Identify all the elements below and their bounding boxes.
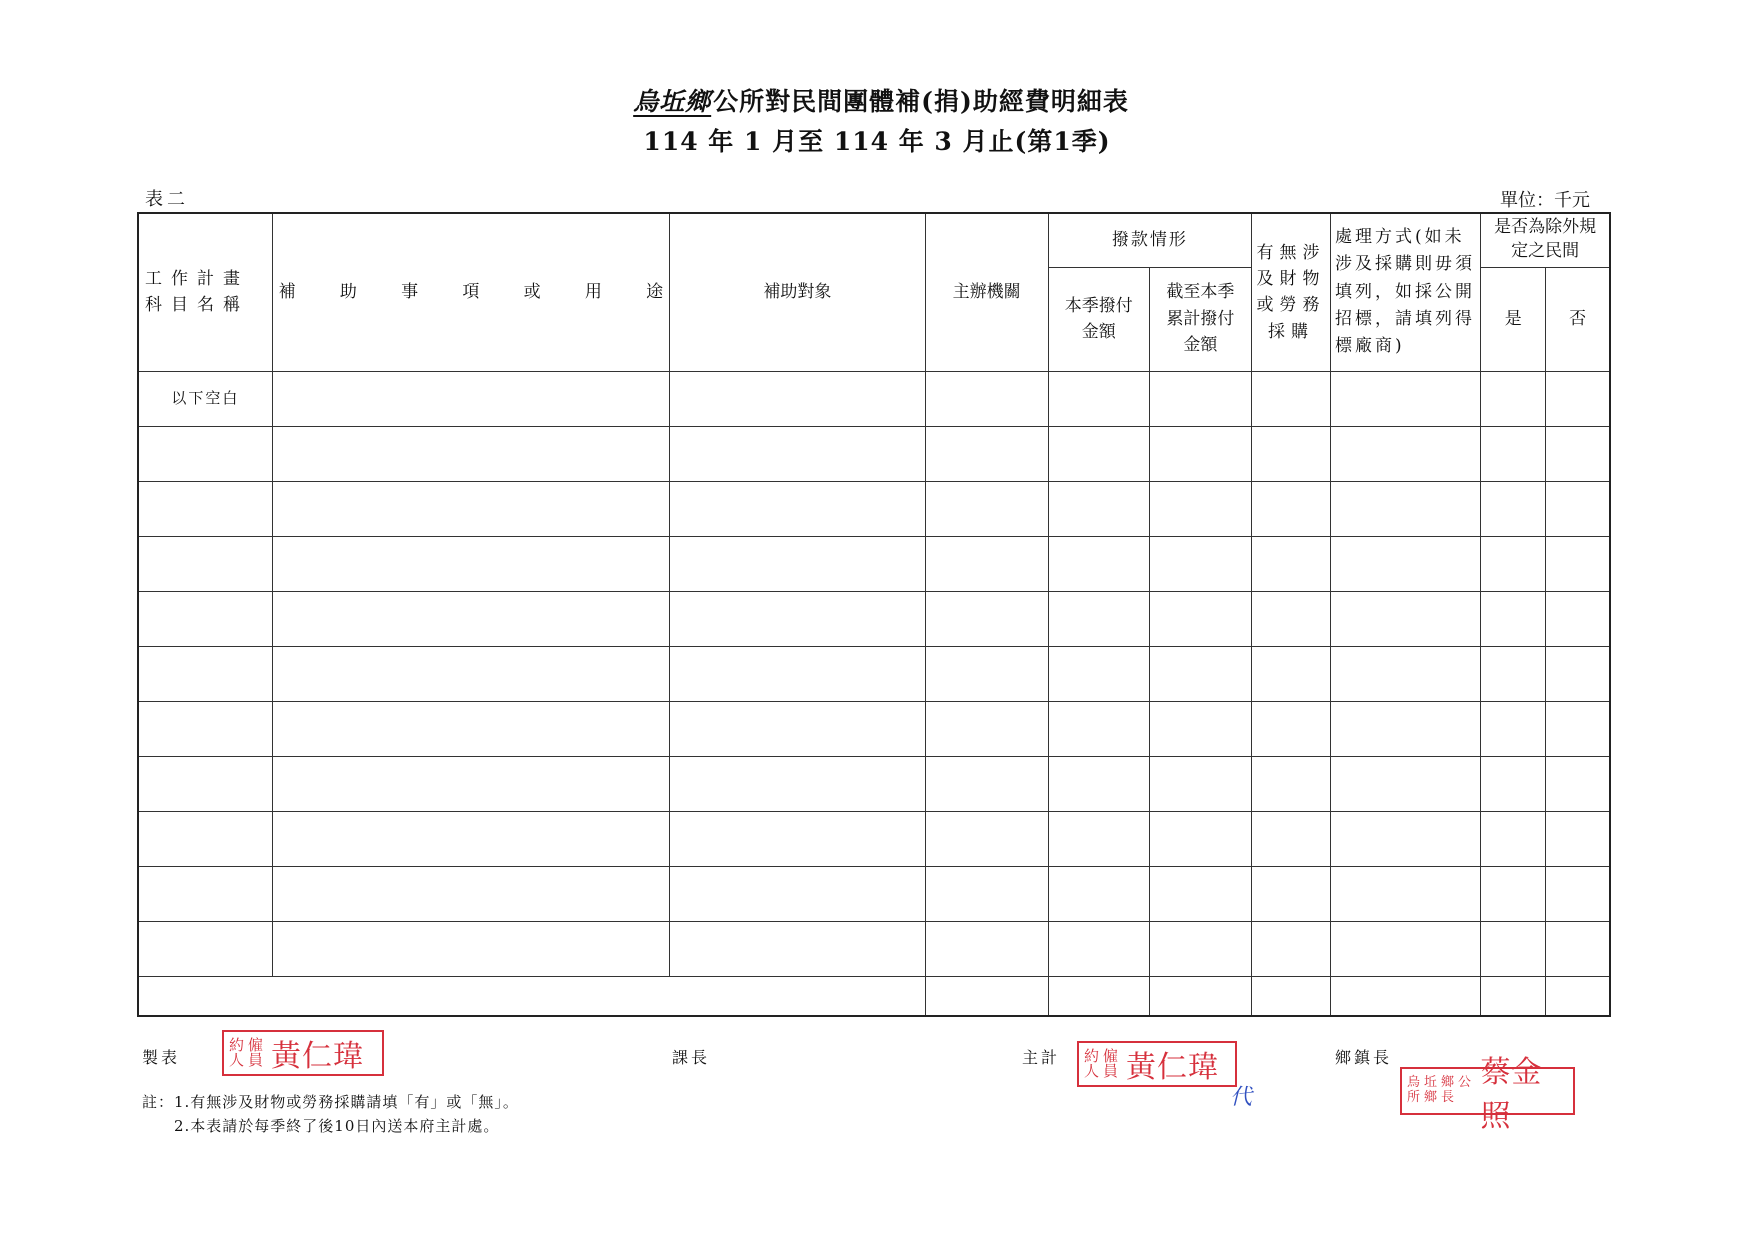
cell: [925, 921, 1048, 976]
cell-work-plan: 以下空白: [138, 371, 272, 426]
cell: [1546, 371, 1610, 426]
sign-section-chief-label: 課長: [672, 1048, 711, 1067]
header-yes: 是: [1481, 267, 1546, 371]
header-procurement: 有無涉及財物或勞務採購: [1251, 213, 1330, 371]
accountant-stamp-title: 約僱人員: [1084, 1047, 1123, 1080]
cell: [925, 701, 1048, 756]
cell: [1481, 591, 1546, 646]
cell: [1048, 591, 1149, 646]
mayor-stamp-title: 烏坵鄉公所鄉長: [1407, 1075, 1476, 1105]
detail-table: [137, 212, 1611, 1017]
table-row: [138, 481, 1610, 536]
cell: [1546, 591, 1610, 646]
cell: [1149, 646, 1251, 701]
cell: [925, 536, 1048, 591]
cell: [1048, 371, 1149, 426]
header-this-quarter: 本季撥付金額: [1048, 267, 1149, 371]
cell: [1048, 976, 1149, 1016]
cell: [1149, 426, 1251, 481]
cell: [1546, 701, 1610, 756]
report-title-text: 公所對民間團體補(捐)助經費明細表: [713, 87, 1129, 116]
header-recipient: 補助對象: [670, 213, 925, 371]
footnote: 註：1.有無涉及財物或勞務採購請填「有」或「無」。: [142, 1093, 519, 1111]
sign-accountant-label: 主計: [1022, 1048, 1061, 1067]
cell: [925, 811, 1048, 866]
cell: [1149, 866, 1251, 921]
cell: [670, 756, 925, 811]
header-purpose: [272, 213, 670, 371]
cell: [925, 976, 1048, 1016]
cell: [670, 811, 925, 866]
cell: [1546, 921, 1610, 976]
cell: [1048, 536, 1149, 591]
cell: [1331, 591, 1481, 646]
cell: [1331, 756, 1481, 811]
cell: [138, 756, 272, 811]
cell: [1048, 701, 1149, 756]
cell: [1048, 921, 1149, 976]
cell: [1251, 811, 1330, 866]
cell: [1331, 481, 1481, 536]
table-row: [138, 756, 1610, 811]
cell: [1149, 701, 1251, 756]
table-row: [138, 371, 1610, 426]
table-row: [138, 646, 1610, 701]
cell: [670, 371, 925, 426]
header-method: 處理方式(如未涉及採購則毋須填列，如採公開招標，請填列得標廠商): [1331, 213, 1481, 371]
cell: [138, 921, 272, 976]
cell: [1331, 701, 1481, 756]
table-row: [138, 536, 1610, 591]
cell: [1149, 976, 1251, 1016]
cell: [670, 591, 925, 646]
footnotes: [142, 1090, 519, 1138]
cell: [272, 371, 670, 426]
header-purpose-char: 或: [523, 282, 541, 303]
preparer-stamp-title: 約僱人員: [229, 1036, 268, 1069]
table-row: [138, 701, 1610, 756]
report-title: [0, 82, 1754, 118]
unit-label: 單位：千元: [1500, 190, 1590, 211]
cell: [1546, 426, 1610, 481]
accountant-stamp: [1077, 1041, 1237, 1087]
cell: [1546, 811, 1610, 866]
cell: [1546, 536, 1610, 591]
cell: [670, 866, 925, 921]
cell: [1331, 426, 1481, 481]
cell: [272, 646, 670, 701]
cell: [138, 701, 272, 756]
cell: [925, 591, 1048, 646]
header-work-plan: 工作計畫科目名稱: [138, 213, 272, 371]
cell: [1331, 921, 1481, 976]
cell: [138, 866, 272, 921]
cell: [1048, 481, 1149, 536]
cell: [1481, 811, 1546, 866]
cell: [1048, 756, 1149, 811]
cell: [1251, 976, 1330, 1016]
cell: [1331, 646, 1481, 701]
sign-mayor-label: 鄉鎮長: [1335, 1048, 1393, 1067]
cell: [272, 701, 670, 756]
header-exempt: 是否為除外規定之民間: [1481, 213, 1610, 267]
cell: [1251, 426, 1330, 481]
cell: [1149, 756, 1251, 811]
header-purpose-char: 用: [584, 282, 602, 303]
cell: [272, 536, 670, 591]
preparer-stamp-name: 黃仁瑋: [271, 1039, 364, 1074]
cell: [1251, 866, 1330, 921]
table-row: [138, 591, 1610, 646]
cell: [1546, 481, 1610, 536]
cell: [1149, 481, 1251, 536]
table-number: 表二: [145, 189, 189, 210]
table-row: [138, 811, 1610, 866]
cell: [1481, 371, 1546, 426]
cell: [1481, 921, 1546, 976]
table-total-row: [138, 976, 1610, 1016]
cell: [1481, 866, 1546, 921]
cell: [1546, 646, 1610, 701]
cell: [1149, 921, 1251, 976]
cell: [670, 481, 925, 536]
cell: [1481, 481, 1546, 536]
cell: [272, 921, 670, 976]
cell: [1149, 591, 1251, 646]
cell: [1149, 811, 1251, 866]
cell: [925, 646, 1048, 701]
cell: [1481, 701, 1546, 756]
cell: [1331, 866, 1481, 921]
cell: [1048, 866, 1149, 921]
cell: [1251, 756, 1330, 811]
cell: [1331, 976, 1481, 1016]
cell: [272, 866, 670, 921]
header-agency: 主辦機關: [925, 213, 1048, 371]
cell: [272, 426, 670, 481]
mayor-stamp: [1400, 1055, 1575, 1134]
header-purpose-char: 事: [401, 282, 419, 303]
cell: [670, 426, 925, 481]
table-row: [138, 866, 1610, 921]
cell: [1481, 646, 1546, 701]
table-row: [138, 921, 1610, 976]
cell: [1251, 646, 1330, 701]
header-purpose-char: 補: [278, 282, 296, 303]
accountant-stamp-name: 黃仁瑋: [1126, 1050, 1219, 1085]
cell: [1251, 481, 1330, 536]
cell: [925, 866, 1048, 921]
cell: [1481, 426, 1546, 481]
cell: [1331, 536, 1481, 591]
cell: [1481, 976, 1546, 1016]
cell: [1331, 371, 1481, 426]
cell: [1251, 921, 1330, 976]
cell: [1251, 536, 1330, 591]
proxy-mark: 代: [1230, 1085, 1253, 1110]
cell: [1546, 976, 1610, 1016]
cell: [925, 371, 1048, 426]
cell: [1048, 811, 1149, 866]
header-purpose-char: 途: [646, 282, 664, 303]
cell: [272, 756, 670, 811]
cell: [1149, 536, 1251, 591]
cell: [1331, 811, 1481, 866]
cell: [138, 591, 272, 646]
cell: [272, 481, 670, 536]
preparer-stamp: [222, 1030, 384, 1076]
footnote: 2.本表請於每季終了後10日內送本府主計處。: [174, 1117, 500, 1135]
cell: [670, 646, 925, 701]
cell: [138, 426, 272, 481]
report-period: 114 年 1 月至 114 年 3 月止(第1季): [643, 127, 1111, 156]
header-disbursement: 撥款情形: [1048, 213, 1251, 267]
cell: [1546, 866, 1610, 921]
cell: [1481, 756, 1546, 811]
cell: [1251, 371, 1330, 426]
cell: [925, 481, 1048, 536]
header-cumulative: 截至本季累計撥付金額: [1149, 267, 1251, 371]
cell: [138, 536, 272, 591]
mayor-stamp-name: 蔡金照: [1480, 1055, 1543, 1134]
header-purpose-char: 項: [462, 282, 480, 303]
cell: [1251, 701, 1330, 756]
cell: [1251, 591, 1330, 646]
cell: [925, 756, 1048, 811]
org-name: 烏坵鄉: [633, 87, 712, 116]
cell: [272, 811, 670, 866]
cell: [1481, 536, 1546, 591]
cell: [1048, 426, 1149, 481]
cell: [138, 481, 272, 536]
cell: [138, 646, 272, 701]
cell: [1149, 371, 1251, 426]
table-row: [138, 426, 1610, 481]
header-no: 否: [1546, 267, 1610, 371]
cell: [1048, 646, 1149, 701]
cell: [138, 811, 272, 866]
cell: [670, 701, 925, 756]
cell: [272, 591, 670, 646]
cell: [670, 921, 925, 976]
cell: [670, 536, 925, 591]
sign-preparer-label: 製表: [142, 1048, 181, 1067]
cell: [925, 426, 1048, 481]
cell: [1546, 756, 1610, 811]
header-purpose-char: 助: [339, 282, 357, 303]
cell: [138, 976, 925, 1016]
